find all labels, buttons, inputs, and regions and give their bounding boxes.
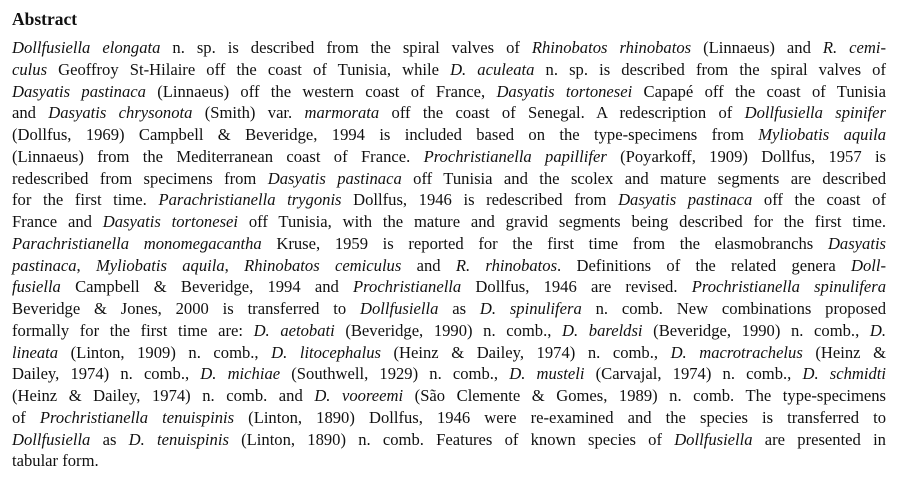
text-segment: of: [12, 407, 40, 427]
italic-taxon-name: Dollfusiella: [360, 299, 439, 318]
text-segment: (Linton, 1890) n. comb. Features of known species of: [228, 429, 675, 449]
text-line: [12, 81, 886, 103]
text-segment: and: [12, 103, 49, 123]
text-line: [12, 146, 886, 168]
text-line: [12, 59, 886, 81]
text-segment: n. sp. is described from the spiral valves of: [534, 59, 886, 79]
text-line: [12, 189, 886, 211]
text-segment: Kruse, 1959 is reported for the first time from the elasmobranchs: [261, 233, 828, 253]
text-line: [12, 124, 886, 146]
text-line: [12, 102, 886, 124]
text-segment: as: [90, 429, 129, 449]
italic-taxon-name: Prochristianella spinulifera: [691, 277, 886, 297]
italic-taxon-name: D. schmidti: [802, 364, 886, 384]
italic-taxon-name: culus: [12, 59, 48, 79]
text-segment: (Southwell, 1929) n. comb.,: [280, 364, 510, 384]
text-segment: (Linnaeus) off the western coast of France,: [145, 81, 497, 101]
italic-taxon-name: Dasyatis pastinaca: [12, 81, 146, 101]
text-segment: are presented in: [752, 429, 886, 449]
text-line: [12, 407, 886, 429]
text-line: [12, 255, 886, 277]
italic-taxon-name: pastinaca: [12, 255, 77, 275]
italic-taxon-name: Myliobatis aquila: [95, 255, 225, 275]
italic-taxon-name: D. vooreemi: [314, 386, 404, 405]
text-segment: as: [438, 299, 480, 318]
text-segment: ,: [76, 255, 96, 275]
italic-taxon-name: Prochristianella tenuispinis: [39, 407, 235, 427]
text-line: [12, 211, 886, 233]
italic-taxon-name: D. aetobati: [253, 320, 335, 340]
text-segment: and: [401, 255, 456, 275]
text-segment: (Beveridge, 1990) n. comb.,: [642, 320, 870, 340]
text-segment: n. sp. is described from the spiral valves of: [160, 38, 532, 57]
text-line: [12, 320, 886, 342]
text-segment: off Tunisia and the scolex and mature segments are described: [401, 168, 886, 188]
italic-taxon-name: Prochristianella papillifer: [423, 146, 607, 166]
text-segment: (Smith) var.: [192, 103, 305, 123]
text-line: [12, 233, 886, 255]
text-line: [12, 298, 886, 320]
text-segment: (Carvajal, 1974) n. comb.,: [584, 364, 803, 384]
text-segment: redescribed from specimens from: [12, 168, 268, 188]
italic-taxon-name: Dasyatis chrysonota: [48, 103, 193, 123]
italic-taxon-name: Dasyatis pastinaca: [267, 168, 402, 188]
text-line: [12, 168, 886, 190]
italic-taxon-name: Dasyatis pastinaca: [618, 190, 753, 210]
text-segment: (São Clemente & Gomes, 1989) n. comb. The type-specimens: [403, 386, 887, 405]
text-segment: (Poyarkoff, 1909) Dollfus, 1957 is: [606, 146, 887, 166]
text-segment: formally for the first time are:: [12, 320, 254, 340]
text-line: [12, 363, 886, 385]
text-segment: Dailey, 1974) n. comb.,: [12, 364, 201, 384]
italic-taxon-name: Dollfusiella spinifer: [744, 103, 886, 123]
italic-taxon-name: Dollfusiella: [674, 429, 753, 449]
italic-taxon-name: Parachristianella monomegacantha: [12, 233, 262, 253]
text-segment: (Heinz & Dailey, 1974) n. comb. and: [12, 386, 315, 405]
italic-taxon-name: Dollfusiella: [12, 429, 91, 449]
italic-taxon-name: Parachristianella trygonis: [158, 190, 342, 210]
text-segment: . Definitions of the related genera: [557, 255, 851, 275]
text-segment: (Linnaeus) and: [691, 38, 823, 57]
italic-taxon-name: marmorata: [304, 103, 380, 123]
abstract-heading: Abstract: [12, 9, 78, 29]
italic-taxon-name: Rhinobatos rhinobatos: [531, 38, 692, 57]
text-segment: n. comb. New combinations proposed: [581, 299, 886, 318]
italic-taxon-name: D. michiae: [200, 364, 281, 384]
italic-taxon-name: Prochristianella: [353, 277, 462, 297]
italic-taxon-name: D. bareldsi: [562, 320, 643, 340]
text-segment: (Linnaeus) from the Mediterranean coast of France.: [12, 146, 424, 166]
text-segment: off Tunisia, with the mature and gravid segments being described for the first time.: [238, 212, 887, 231]
italic-taxon-name: Dasyatis: [827, 233, 887, 253]
italic-taxon-name: D. tenuispinis: [128, 429, 229, 449]
text-segment: Geoffroy St-Hilaire off the coast of Tunisia, while: [47, 59, 451, 79]
text-segment: Dollfus, 1946 is redescribed from: [341, 190, 619, 210]
text-segment: (Linton, 1890) Dollfus, 1946 were re-examined and the species is transferred to: [234, 407, 886, 427]
text-segment: (Linton, 1909) n. comb.,: [58, 342, 272, 362]
text-segment: (Heinz &: [802, 342, 886, 362]
text-segment: for the first time.: [12, 190, 159, 210]
italic-taxon-name: D. musteli: [509, 364, 585, 384]
text-segment: (Dollfus, 1969) Campbell & Beveridge, 1994 is included based on the type-specimens from: [12, 125, 759, 144]
italic-taxon-name: D. aculeata: [450, 59, 535, 79]
text-segment: Beveridge & Jones, 2000 is transferred to: [12, 299, 361, 318]
italic-taxon-name: Dollfusiella elongata: [12, 38, 161, 57]
italic-taxon-name: Dasyatis tortonesei: [102, 212, 239, 231]
italic-taxon-name: R. rhinobatos: [455, 255, 558, 275]
italic-taxon-name: fusiella: [12, 277, 61, 297]
text-line: [12, 342, 886, 364]
text-segment: tabular form.: [12, 451, 99, 471]
text-segment: (Beveridge, 1990) n. comb.,: [334, 320, 563, 340]
text-segment: (Heinz & Dailey, 1974) n. comb.,: [380, 342, 671, 362]
text-segment: ,: [224, 255, 245, 275]
italic-taxon-name: Rhinobatos cemiculus: [244, 255, 402, 275]
italic-taxon-name: D. spinulifera: [479, 299, 582, 318]
italic-taxon-name: D. macrotrachelus: [670, 342, 803, 362]
text-segment: Capapé off the coast of Tunisia: [632, 81, 886, 101]
text-segment: off the coast of: [752, 190, 886, 210]
italic-taxon-name: Myliobatis aquila: [758, 125, 886, 144]
text-line: [12, 276, 886, 298]
text-line: [12, 385, 886, 407]
italic-taxon-name: R. cemi-: [822, 38, 886, 57]
text-segment: Dollfus, 1946 are revised.: [461, 277, 692, 297]
text-line: [12, 429, 886, 451]
text-line: [12, 37, 886, 59]
italic-taxon-name: Doll-: [850, 255, 886, 275]
text-segment: Campbell & Beveridge, 1994 and: [60, 277, 354, 297]
italic-taxon-name: lineata: [12, 342, 59, 362]
italic-taxon-name: D. litocephalus: [271, 342, 381, 362]
text-segment: off the coast of Senegal. A redescription of: [379, 103, 745, 123]
text-line: [12, 450, 886, 472]
italic-taxon-name: Dasyatis tortonesei: [496, 81, 633, 101]
italic-taxon-name: D.: [869, 320, 886, 340]
text-segment: France and: [12, 212, 103, 231]
abstract-body: [12, 37, 886, 472]
